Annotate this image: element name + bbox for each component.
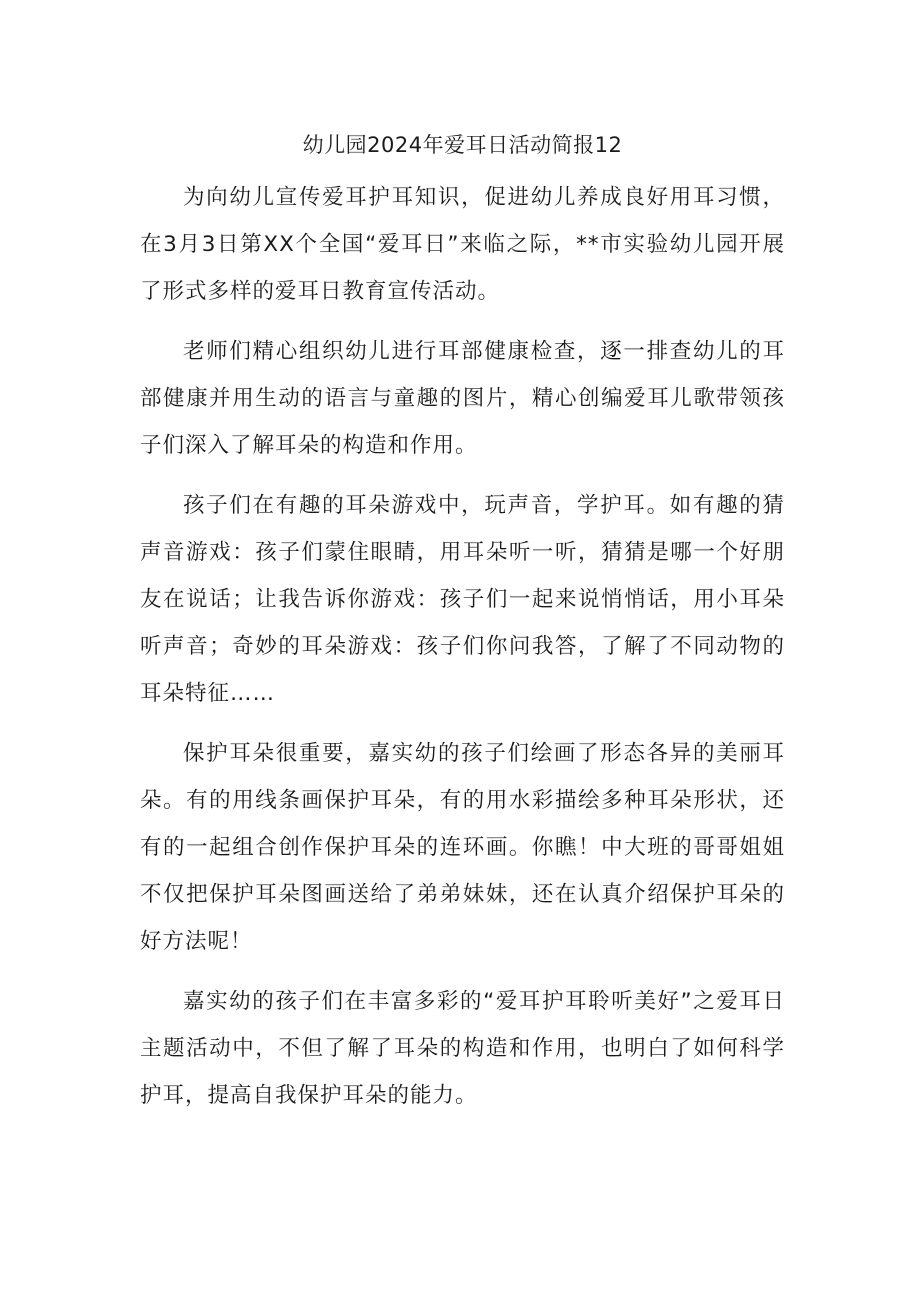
document-page [140,120,785,1132]
paragraph-health-check: 老师们精心组织幼儿进行耳部健康检查，逐一排查幼儿的耳部健康并用生动的语言与童趣的图片，精心创编爱耳儿歌带领孩子们深入了解耳朵的构造和作用。 [140,339,785,458]
paragraph-ear-games: 孩子们在有趣的耳朵游戏中，玩声音，学护耳。如有趣的猜声音游戏：孩子们蒙住眼睛，用耳朵听一听，猜猜是哪一个好朋友在说话；让我告诉你游戏：孩子们一起来说悄悄话，用小耳朵听声音；奇妙的耳朵游戏：孩子们你问我答，了解了不同动物的耳朵特征…… [140,493,785,706]
paragraph-drawing: 保护耳朵很重要，嘉实幼的孩子们绘画了形态各异的美丽耳朵。有的用线条画保护耳朵，有的用水彩描绘多种耳朵形状，还有的一起组合创作保护耳朵的连环画。你瞧！中大班的哥哥姐姐不仅把保护耳朵图画送给了弟弟妹妹，还在认真介绍保护耳朵的好方法呢！ [140,741,785,954]
document-title: 幼儿园2024年爱耳日活动简报12 [302,133,623,157]
paragraph-intro: 为向幼儿宣传爱耳护耳知识，促进幼儿养成良好用耳习惯，在3月3日第XX个全国“爱耳日”来临之际，**市实验幼儿园开展了形式多样的爱耳日教育宣传活动。 [140,185,785,304]
paragraph-summary: 嘉实幼的孩子们在丰富多彩的“爱耳护耳聆听美好”之爱耳日主题活动中，不但了解了耳朵的构造和作用，也明白了如何科学护耳，提高自我保护耳朵的能力。 [140,989,785,1108]
